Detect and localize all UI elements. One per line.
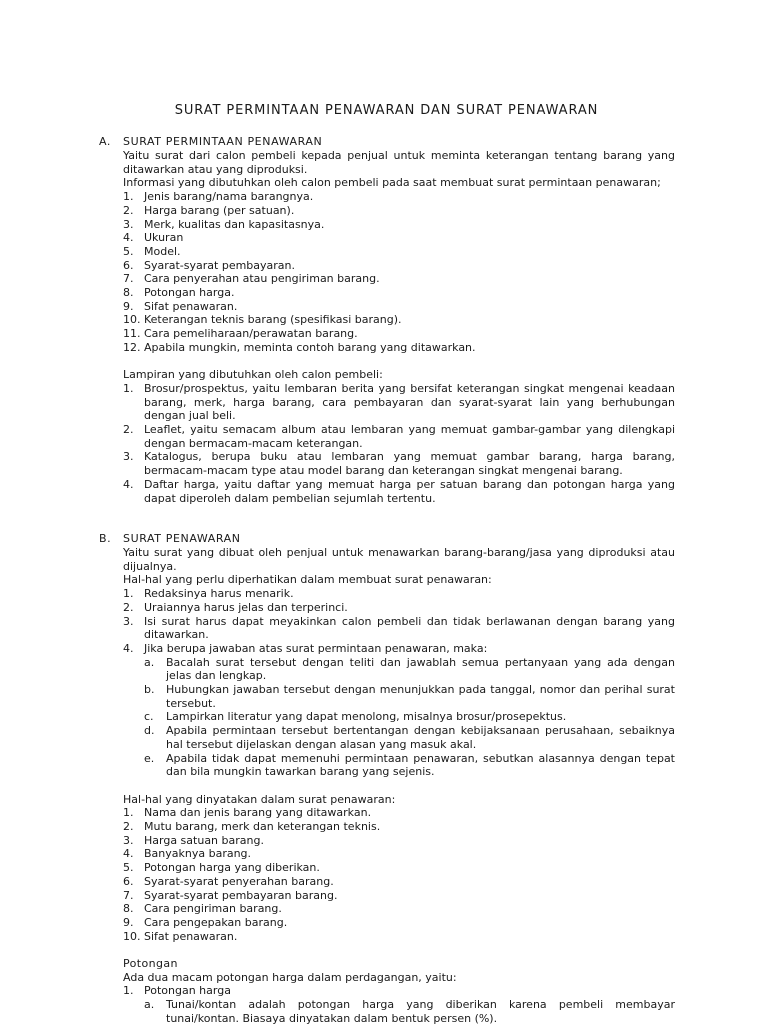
list-item: 1. Jenis barang/nama barangnya. — [123, 190, 314, 204]
section-b-title: SURAT PENAWARAN — [123, 532, 241, 545]
list-item: 11. Cara pemeliharaan/perawatan barang. — [123, 327, 358, 341]
section-b-letter: B. — [99, 532, 112, 545]
list-item: e. Apabila tidak dapat memenuhi permintaan penawaran, sebutkan alasannya dengan tepat dan bila mungkin tawarkan barang yang sejenis. — [144, 751, 675, 779]
list-item: 4. Banyaknya barang. — [123, 847, 252, 861]
list-item: 6. Syarat-syarat pembayaran. — [123, 258, 296, 272]
list-item: 4. Ukuran — [123, 231, 184, 245]
list-item: 2. Harga barang (per satuan). — [123, 203, 295, 217]
section-a-title: SURAT PERMINTAAN PENAWARAN — [123, 135, 323, 148]
list-item: 2. Uraiannya harus jelas dan terperinci. — [123, 600, 348, 614]
section-a-heading — [99, 135, 679, 149]
list-item: 3. Isi surat harus dapat meyakinkan calon pembeli dan tidak berlawanan dengan barang yang ditawarkan. — [123, 614, 675, 642]
list-item: 2. Leaflet, yaitu semacam album atau lembaran yang memuat gambar-gambar yang dilengkapi dengan bermacam-macam keterangan. — [123, 423, 675, 450]
list-item: 2. Mutu barang, merk dan keterangan teknis. — [123, 820, 381, 834]
list-item: 4. Jika berupa jawaban atas surat permintaan penawaran, maka: a. Bacalah surat tersebut dengan teliti dan jawablah semua pertanyaan yang ada dengan jelas dan lengkap. b. Hubungkan jawaban tersebut dengan menunjukkan pada tanggal, nomor dan perihal surat tersebut. c. Lampirkan literatur yang dapat menolong, misalnya brosur/prosepektus. d. Apabila permintaan tersebut bertentangan dengan kebijaksanaan perusahaan, sebaiknya hal tersebut dijelaskan dengan alasan yang masuk akal. e. Apabila tidak dapat memenuhi permintaan penawaran, sebutkan alasannya dengan tepat dan bila mungkin tawarkan barang yang sejenis. — [123, 641, 675, 779]
perlu-list — [123, 587, 675, 779]
list-item: 9. Sifat penawaran. — [123, 299, 238, 313]
list-item: 5. Potongan harga yang diberikan. — [123, 861, 320, 875]
section-a-intro: Yaitu surat dari calon pembeli kepada penjual untuk meminta keterangan tentang barang yang ditawarkan atau yang diproduksi. — [123, 149, 675, 176]
list-item: a. Bacalah surat tersebut dengan teliti dan jawablah semua pertanyaan yang ada dengan jelas dan lengkap. — [144, 655, 675, 683]
document-title: SURAT PERMINTAAN PENAWARAN DAN SURAT PENAWARAN — [174, 103, 599, 118]
info-list — [123, 190, 675, 354]
list-item: d. Apabila permintaan tersebut bertentangan dengan kebijaksanaan perusahaan, sebaiknya hal tersebut dijelaskan dengan alasan yang masuk akal. — [144, 724, 675, 751]
list-item: b. Hubungkan jawaban tersebut dengan menunjukkan pada tanggal, nomor dan perihal surat tersebut. — [144, 683, 675, 710]
info-intro: Informasi yang dibutuhkan oleh calon pembeli pada saat membuat surat permintaan penawaran; — [123, 176, 661, 190]
list-item: 12. Apabila mungkin, meminta contoh barang yang ditawarkan. — [123, 340, 476, 354]
list-item: 10. Sifat penawaran. — [123, 929, 238, 943]
list-item: a. Tunai/kontan adalah potongan harga yang diberikan karena pembeli membayar tunai/kontan. Biasaya dinyatakan dalam bentuk persen (%). — [144, 998, 675, 1025]
section-a-letter: A. — [99, 135, 112, 148]
list-item: 3. Harga satuan barang. — [123, 833, 264, 847]
section-b — [99, 532, 679, 1026]
section-b-heading — [99, 532, 679, 546]
perlu-intro: Hal-hal yang perlu diperhatikan dalam membuat surat penawaran: — [123, 573, 492, 587]
lampiran-list — [123, 382, 675, 505]
section-b-body — [123, 546, 675, 1026]
list-item: 1. Potongan harga a. Tunai/kontan adalah potongan harga yang diberikan karena pembeli membayar tunai/kontan. Biasaya dinyatakan dalam bentuk persen (%). — [123, 984, 675, 1025]
list-item: 1. Redaksinya harus menarik. — [123, 587, 294, 601]
list-item: 10. Keterangan teknis barang (spesifikasi barang). — [123, 313, 402, 327]
list-item: 8. Potongan harga. — [123, 286, 235, 300]
list-item: 1. Nama dan jenis barang yang ditawarkan. — [123, 806, 372, 820]
list-item: 8. Cara pengiriman barang. — [123, 902, 282, 916]
section-a — [99, 135, 679, 505]
list-item: 3. Katalogus, berupa buku atau lembaran yang memuat gambar barang, harga barang, bermacam-macam type atau model barang dan keterangan singkat mengenai barang. — [123, 450, 675, 478]
potongan-list — [123, 984, 675, 1025]
list-item: 7. Cara penyerahan atau pengiriman barang. — [123, 272, 380, 286]
list-item: 5. Model. — [123, 244, 181, 258]
lampiran-intro: Lampiran yang dibutuhkan oleh calon pembeli: — [123, 368, 383, 382]
list-item: 9. Cara pengepakan barang. — [123, 915, 288, 929]
list-item: 7. Syarat-syarat pembayaran barang. — [123, 888, 338, 902]
list-item: 4. Daftar harga, yaitu daftar yang memuat harga per satuan barang dan potongan harga yang dapat diperoleh dalam pembelian sejumlah tertentu. — [123, 477, 675, 505]
section-a-body — [123, 149, 675, 505]
list-item: 6. Syarat-syarat penyerahan barang. — [123, 874, 334, 888]
potongan-sub-list — [144, 998, 675, 1025]
list-item: 3. Merk, kualitas dan kapasitasnya. — [123, 217, 325, 231]
list-item: 1. Brosur/prospektus, yaitu lembaran berita yang bersifat keterangan singkat mengenai keadaan barang, merk, harga barang, cara pembayaran dan syarat-syarat lain yang berhubungan dengan jual beli. — [123, 381, 675, 423]
perlu-sub-list — [144, 656, 675, 779]
dinyatakan-list — [123, 806, 675, 943]
dinyatakan-intro: Hal-hal yang dinyatakan dalam surat penawaran: — [123, 792, 396, 806]
section-b-intro: Yaitu surat yang dibuat oleh penjual untuk menawarkan barang-barang/jasa yang diproduksi atau dijualnya. — [123, 546, 675, 573]
potongan-heading: Potongan — [123, 957, 178, 971]
list-item: c. Lampirkan literatur yang dapat menolong, misalnya brosur/prosepektus. — [144, 710, 567, 724]
potongan-intro: Ada dua macam potongan harga dalam perdagangan, yaitu: — [123, 970, 457, 984]
